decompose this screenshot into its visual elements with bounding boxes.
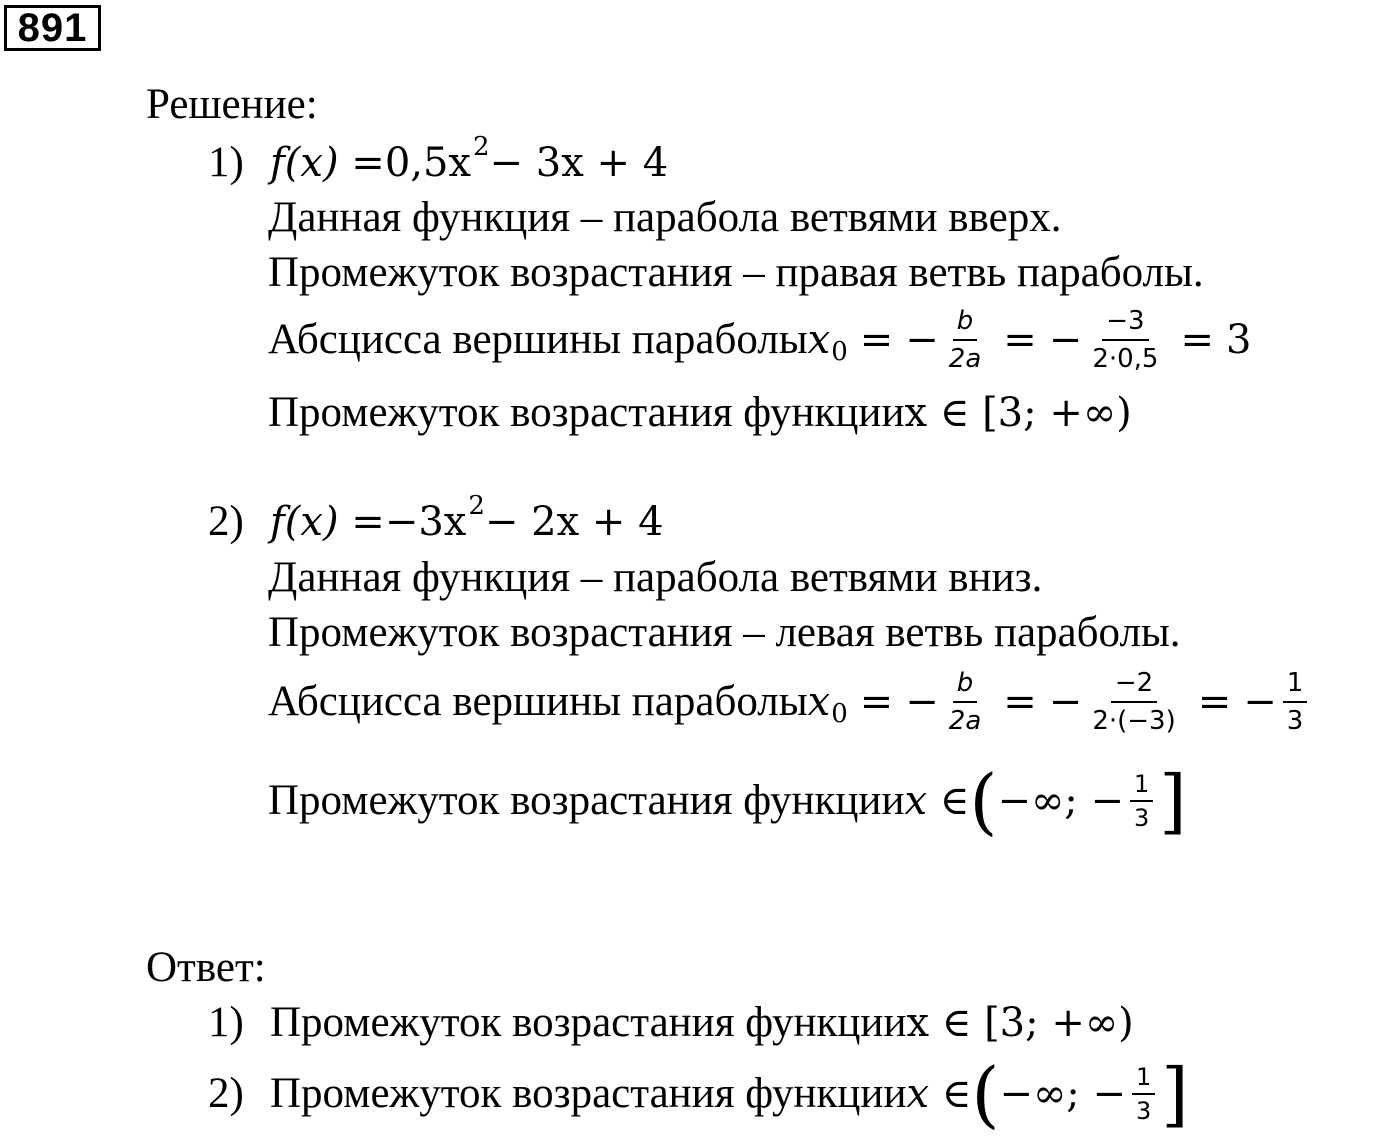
solution-label	[146, 80, 318, 130]
answer-label	[146, 943, 266, 993]
answer-label-text: Ответ:	[146, 944, 266, 991]
item1-fraction-values	[1088, 305, 1162, 375]
item1-answer-text: Промежуток возрастания функции	[268, 389, 905, 436]
item2-branches-line	[268, 553, 1042, 603]
answer2-open-paren: (	[971, 1052, 1000, 1136]
item2-function-line	[208, 491, 664, 547]
item2-open-paren: (	[969, 759, 998, 843]
item1-frac2-num: −3	[1102, 305, 1148, 341]
item2-answer-set-mid: −∞; −	[997, 778, 1124, 824]
item2-vertex-text: Абсцисса вершины параболы	[268, 678, 808, 725]
item2-func-lhs: f(x) =	[270, 499, 385, 545]
answer1-number: 1)	[208, 999, 244, 1046]
item2-close-bracket: ]	[1159, 760, 1187, 842]
item2-frac2-den: 2·(−3)	[1092, 706, 1176, 736]
item1-result: 3	[1225, 317, 1252, 363]
item1-vertex-text: Абсцисса вершины параболы	[268, 316, 808, 363]
item1-number: 1)	[208, 139, 244, 186]
item2-vertex-sub: 0	[831, 699, 848, 729]
item1-vertex-sub: 0	[831, 337, 848, 367]
answer2-line	[208, 1052, 1189, 1136]
item2-answer-line	[268, 759, 1187, 843]
item2-vertex-var: x	[807, 679, 831, 725]
problem-number: 891	[17, 6, 88, 50]
minus-sign: −	[1243, 679, 1277, 725]
item2-frac2-num: −2	[1111, 667, 1157, 703]
answer2-frac-num: 1	[1132, 1063, 1155, 1095]
minus-sign: −	[905, 317, 939, 363]
item2-fraction-values	[1088, 667, 1179, 737]
item1-branches-line	[268, 193, 1061, 243]
item1-frac2-den: 2·0,5	[1092, 344, 1159, 374]
item2-frac1-num: b	[953, 667, 978, 703]
item2-number: 2)	[208, 498, 244, 545]
item2-fraction-b-2a	[945, 667, 985, 737]
item2-answer-set-var: x ∈	[904, 778, 970, 824]
equals-sign: =	[1197, 679, 1232, 725]
item1-answer-set: x ∈ [3; +∞)	[904, 390, 1132, 436]
item1-func-rhs: 0,5x	[384, 140, 471, 186]
answer2-frac-den: 3	[1136, 1097, 1152, 1125]
answer2-set-var: x ∈	[906, 1071, 972, 1117]
item2-result-den: 3	[1286, 706, 1304, 736]
item2-func-tail: − 2x + 4	[484, 499, 664, 545]
item1-interval-line	[268, 248, 1204, 298]
item1-vertex-var: x	[807, 317, 831, 363]
equals-sign: =	[859, 679, 894, 725]
item2-result-num: 1	[1283, 667, 1308, 703]
item2-vertex-line	[268, 668, 1313, 736]
answer2-number: 2)	[208, 1070, 244, 1117]
minus-sign: −	[1048, 679, 1083, 725]
item1-func-tail: − 3x + 4	[489, 140, 669, 186]
minus-sign: −	[1048, 317, 1083, 363]
answer2-set-mid: −∞; −	[999, 1071, 1126, 1117]
item1-branches-text: Данная функция – парабола ветвями вверх.	[268, 194, 1062, 241]
problem-number-box	[4, 5, 101, 51]
item1-interval-text: Промежуток возрастания – правая ветвь параболы.	[268, 249, 1204, 296]
item2-answer-text: Промежуток возрастания функции	[268, 777, 905, 824]
equals-sign: =	[1003, 317, 1037, 363]
item1-vertex-line	[268, 306, 1252, 374]
item1-fraction-b-2a	[945, 305, 985, 375]
answer2-fraction	[1132, 1063, 1155, 1125]
item2-branches-text: Данная функция – парабола ветвями вниз.	[268, 554, 1043, 601]
equals-sign: =	[859, 317, 894, 363]
equals-sign: =	[1003, 679, 1037, 725]
item2-func-rhs: −3x	[384, 499, 467, 545]
minus-sign: −	[905, 679, 939, 725]
solution-label-text: Решение:	[146, 81, 318, 128]
answer2-close-bracket: ]	[1161, 1053, 1189, 1135]
item1-answer-line	[268, 388, 1132, 438]
item2-answer-frac-num: 1	[1130, 770, 1153, 802]
item1-frac1-num: b	[953, 305, 978, 341]
item2-answer-fraction	[1130, 770, 1153, 832]
equals-sign: =	[1180, 317, 1214, 363]
answer1-line	[208, 998, 1134, 1048]
item2-func-exp: 2	[468, 491, 485, 521]
item1-frac1-den: 2a	[948, 344, 982, 374]
item1-function-line	[208, 132, 669, 188]
answer2-text: Промежуток возрастания функции	[270, 1070, 907, 1117]
item2-interval-line	[268, 608, 1181, 658]
item2-frac1-den: 2a	[948, 706, 982, 736]
item2-result-fraction	[1283, 667, 1308, 737]
answer1-set: x ∈ [3; +∞)	[906, 1000, 1134, 1046]
item1-func-lhs: f(x) =	[270, 140, 385, 186]
item2-answer-frac-den: 3	[1134, 804, 1150, 832]
item1-func-exp: 2	[472, 132, 490, 162]
item2-interval-text: Промежуток возрастания – левая ветвь параболы.	[268, 609, 1181, 656]
answer1-text: Промежуток возрастания функции	[270, 999, 907, 1046]
